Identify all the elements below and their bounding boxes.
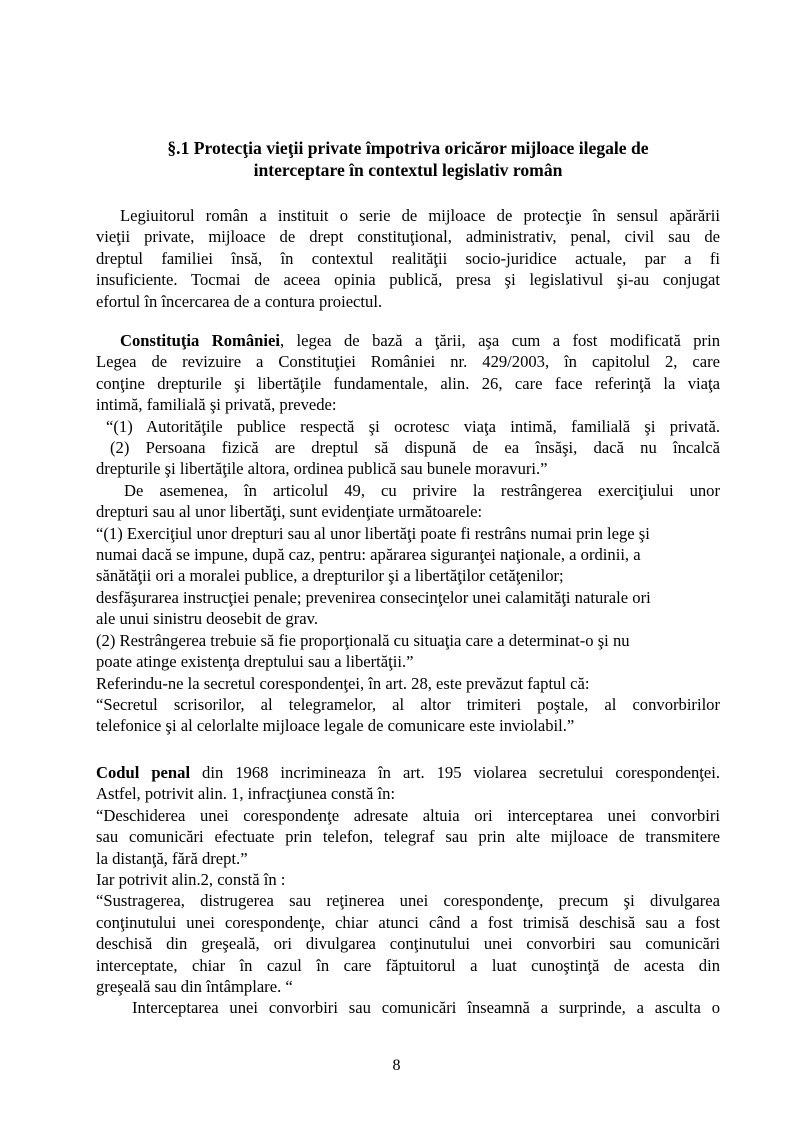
quote-line: “(1) Exerciţiul unor drepturi sau al unor libertăţi poate fi restrâns numai prin lege şi <box>96 523 650 543</box>
quote-line: desfăşurarea instrucţiei penale; prevenirea consecinţelor unei calamităţi naturale ori <box>96 587 651 607</box>
text-line: De asemenea, în articolul 49, cu privire la restrângerea exerciţiului unor <box>124 480 720 500</box>
paragraph-penal-code <box>96 762 720 1019</box>
text-line: conţine drepturile şi libertăţile fundamentale, alin. 26, care face referinţă la viaţa <box>96 373 720 393</box>
text-line: Interceptarea unei convorbiri sau comunicări înseamnă a surprinde, a asculta o <box>132 998 720 1018</box>
quote-line: sănătăţii ori a moralei publice, a drepturilor şi a libertăţilor cetăţenilor; <box>96 566 564 586</box>
text-run: din 1968 incrimineaza în art. 195 violarea secretului corespondenţei. <box>190 763 720 782</box>
text-line <box>96 762 720 783</box>
quote-line: telefonice şi al celorlalte mijloace legale de comunicare este inviolabil.” <box>96 716 575 736</box>
paragraph-constitution <box>96 330 720 737</box>
text-line: efortul în încercarea de a contura proiectul. <box>96 291 383 311</box>
text-line: insuficiente. Tocmai de aceea opinia publică, presa şi legislativul şi-au conjugat <box>96 270 720 290</box>
quote-line: la distanţă, fără drept.” <box>96 848 248 868</box>
quote-line: “Deschiderea unei corespondenţe adresate altuia ori interceptarea unei convorbiri <box>96 805 720 825</box>
text-line: Legea de revizuire a Constituţiei României nr. 429/2003, în capitolul 2, care <box>96 352 720 372</box>
bold-term: Codul penal <box>96 763 191 782</box>
text-line: intimă, familială şi privată, prevede: <box>96 395 337 415</box>
quote-line: ale unui sinistru deosebit de grav. <box>96 609 318 629</box>
quote-line: “Secretul scrisorilor, al telegramelor, al altor trimiteri poştale, al convorbirilor <box>96 694 720 714</box>
quote-line: greşeală sau din întâmplare. “ <box>96 977 293 997</box>
page-number: 8 <box>392 1057 401 1074</box>
section-title-line-1: §.1 Protecţia vieţii private împotriva oricăror mijloace ilegale de <box>167 138 649 158</box>
text-line: dreptul familiei însă, în contextul realităţii socio-juridice actuale, par a fi <box>96 248 720 268</box>
section-title <box>96 137 720 181</box>
text-line: drepturi sau al unor libertăţi, sunt evidenţiate următoarele: <box>96 502 483 522</box>
text-line: Astfel, potrivit alin. 1, infracţiunea constă în: <box>96 784 396 804</box>
quote-line: “(1) Autorităţile publice respectă şi ocrotesc viaţa intimă, familială şi privată. <box>106 416 720 436</box>
quote-line: sau comunicări efectuate prin telefon, telegraf sau prin alte mijloace de transmitere <box>96 827 720 847</box>
quote-line: poate atinge existenţa dreptului sau a libertăţii.” <box>96 652 414 672</box>
text-line <box>96 330 720 351</box>
section-title-line-2: interceptare în contextul legislativ român <box>253 160 563 180</box>
text-line: Legiuitorul român a instituit o serie de mijloace de protecţie în sensul apărării <box>120 206 720 225</box>
text-run: , legea de bază a ţării, aşa cum a fost modificată prin <box>279 331 720 350</box>
paragraph-intro <box>96 205 720 312</box>
quote-line: numai dacă se impune, după caz, pentru: apărarea siguranţei naţionale, a ordinii, a <box>96 545 641 565</box>
quote-line: deschisă din greşeală, ori divulgarea conţinutului unei convorbiri sau comunicări <box>96 934 720 954</box>
text-line: Referindu-ne la secretul corespondenţei, în art. 28, este prevăzut faptul că: <box>96 673 590 693</box>
quote-line: conţinutului unei corespondenţe, chiar atunci când a fost trimisă deschisă sau a fost <box>96 912 720 932</box>
quote-line: “Sustragerea, distrugerea sau reţinerea unei corespondenţe, precum şi divulgarea <box>96 891 720 911</box>
text-line: vieţii private, mijloace de drept constituţional, administrativ, penal, civil sau de <box>96 227 720 247</box>
quote-line: drepturile şi libertăţile altora, ordinea publică sau bunele moravuri.” <box>96 459 548 479</box>
text-line: Iar potrivit alin.2, constă în : <box>96 870 286 890</box>
bold-term: Constituţia României <box>120 331 280 350</box>
quote-line: (2) Persoana fizică are dreptul să dispună de ea însăşi, dacă nu încalcă <box>110 438 720 458</box>
quote-line: interceptate, chiar în cazul în care făptuitorul a luat cunoştinţă de acesta din <box>96 955 720 975</box>
quote-line: (2) Restrângerea trebuie să fie proporţională cu situaţia care a determinat-o şi nu <box>96 630 630 650</box>
